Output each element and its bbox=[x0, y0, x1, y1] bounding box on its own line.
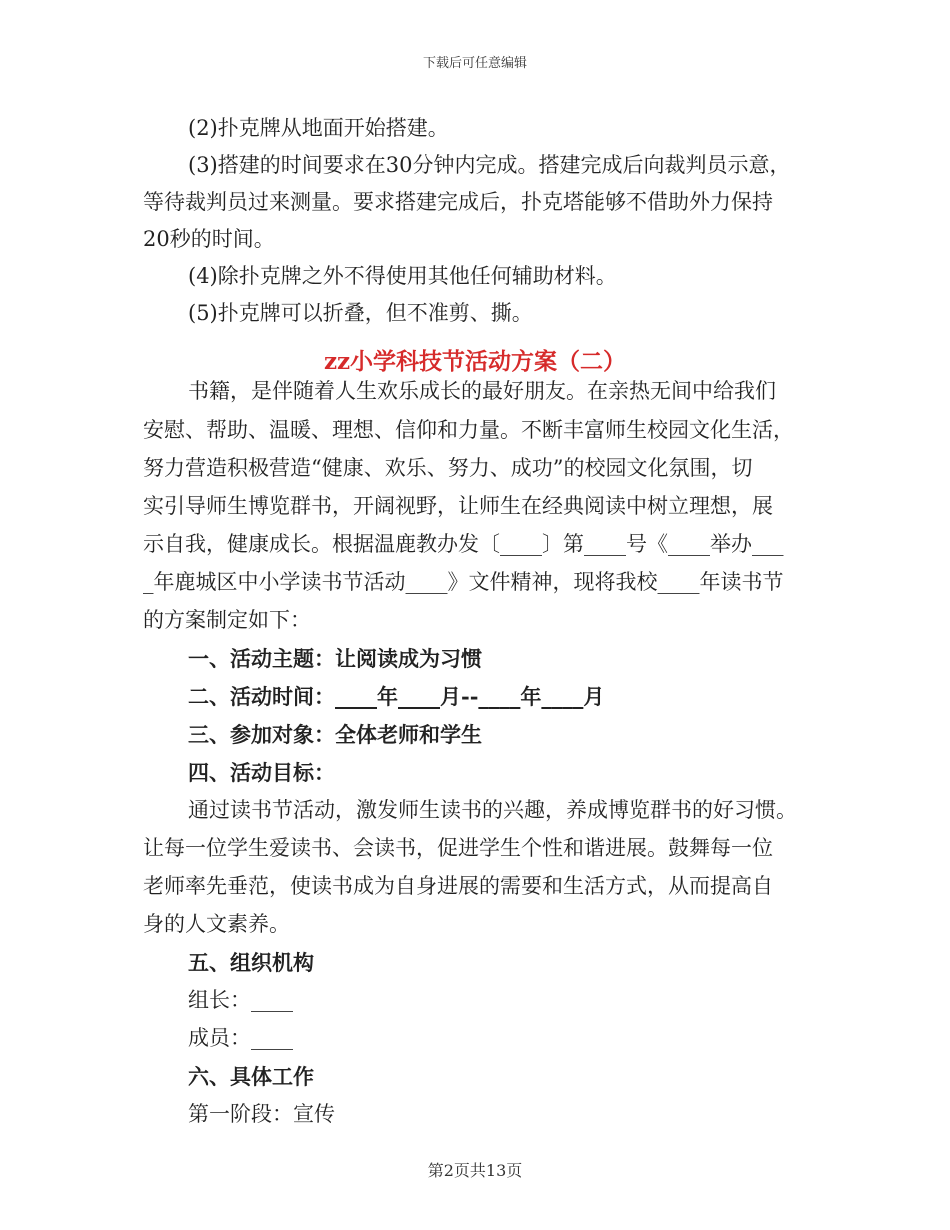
heading-participants: 三、参加对象：全体老师和学生 bbox=[188, 722, 482, 747]
paragraph-line: 书籍，是伴随着人生欢乐成长的最好朋友。在亲热无间中给我们 bbox=[188, 379, 776, 403]
paragraph-line: 身的人文素养。 bbox=[143, 912, 290, 936]
team-members-line: 成员：____ bbox=[188, 1026, 293, 1050]
section-title: zz小学科技节活动方案（二） bbox=[323, 348, 627, 375]
paragraph-line: (2)扑克牌从地面开始搭建。 bbox=[188, 116, 449, 140]
paragraph-line: 的方案制定如下： bbox=[143, 608, 311, 632]
heading-work: 六、具体工作 bbox=[188, 1064, 314, 1089]
paragraph-line: (4)除扑克牌之外不得使用其他任何辅助材料。 bbox=[188, 264, 617, 288]
paragraph-line: 实引导师生博览群书，开阔视野，让师生在经典阅读中树立理想，展 bbox=[143, 494, 773, 518]
paragraph-line: 通过读书节活动，激发师生读书的兴趣，养成博览群书的好习惯。 bbox=[188, 798, 797, 822]
paragraph-line: _年鹿城区中小学读书节活动____》文件精神，现将我校____年读书节 bbox=[143, 570, 784, 594]
paragraph-line: 20秒的时间。 bbox=[143, 227, 275, 251]
paragraph-line: (3)搭建的时间要求在30分钟内完成。搭建完成后向裁判员示意， bbox=[188, 153, 791, 177]
heading-organization: 五、组织机构 bbox=[188, 950, 314, 975]
heading-theme: 一、活动主题：让阅读成为习惯 bbox=[188, 646, 482, 671]
team-leader-line: 组长：____ bbox=[188, 988, 293, 1012]
paragraph-line: 努力营造积极营造“健康、欢乐、努力、成功”的校园文化氛围，切 bbox=[143, 456, 753, 480]
page-header: 下载后可任意编辑 bbox=[422, 56, 527, 71]
paragraph-line: (5)扑克牌可以折叠，但不准剪、撕。 bbox=[188, 301, 533, 325]
heading-goals: 四、活动目标： bbox=[188, 760, 335, 785]
paragraph-line: 让每一位学生爱读书、会读书，促进学生个性和谐进展。鼓舞每一位 bbox=[143, 836, 773, 860]
page-footer: 第2页共13页 bbox=[427, 1161, 523, 1180]
paragraph-line: 示自我，健康成长。根据温鹿教办发〔____〕第____号《____举办___ bbox=[143, 532, 784, 556]
paragraph-line: 等待裁判员过来测量。要求搭建完成后，扑克塔能够不借助外力保持 bbox=[143, 190, 773, 214]
heading-time: 二、活动时间：____年____月--____年____月 bbox=[188, 684, 605, 709]
paragraph-line: 安慰、帮助、温暖、理想、信仰和力量。不断丰富师生校园文化生活， bbox=[143, 418, 794, 442]
paragraph-line: 老师率先垂范，使读书成为自身进展的需要和生活方式，从而提高自 bbox=[143, 874, 773, 898]
paragraph-line: 第一阶段：宣传 bbox=[188, 1102, 335, 1126]
